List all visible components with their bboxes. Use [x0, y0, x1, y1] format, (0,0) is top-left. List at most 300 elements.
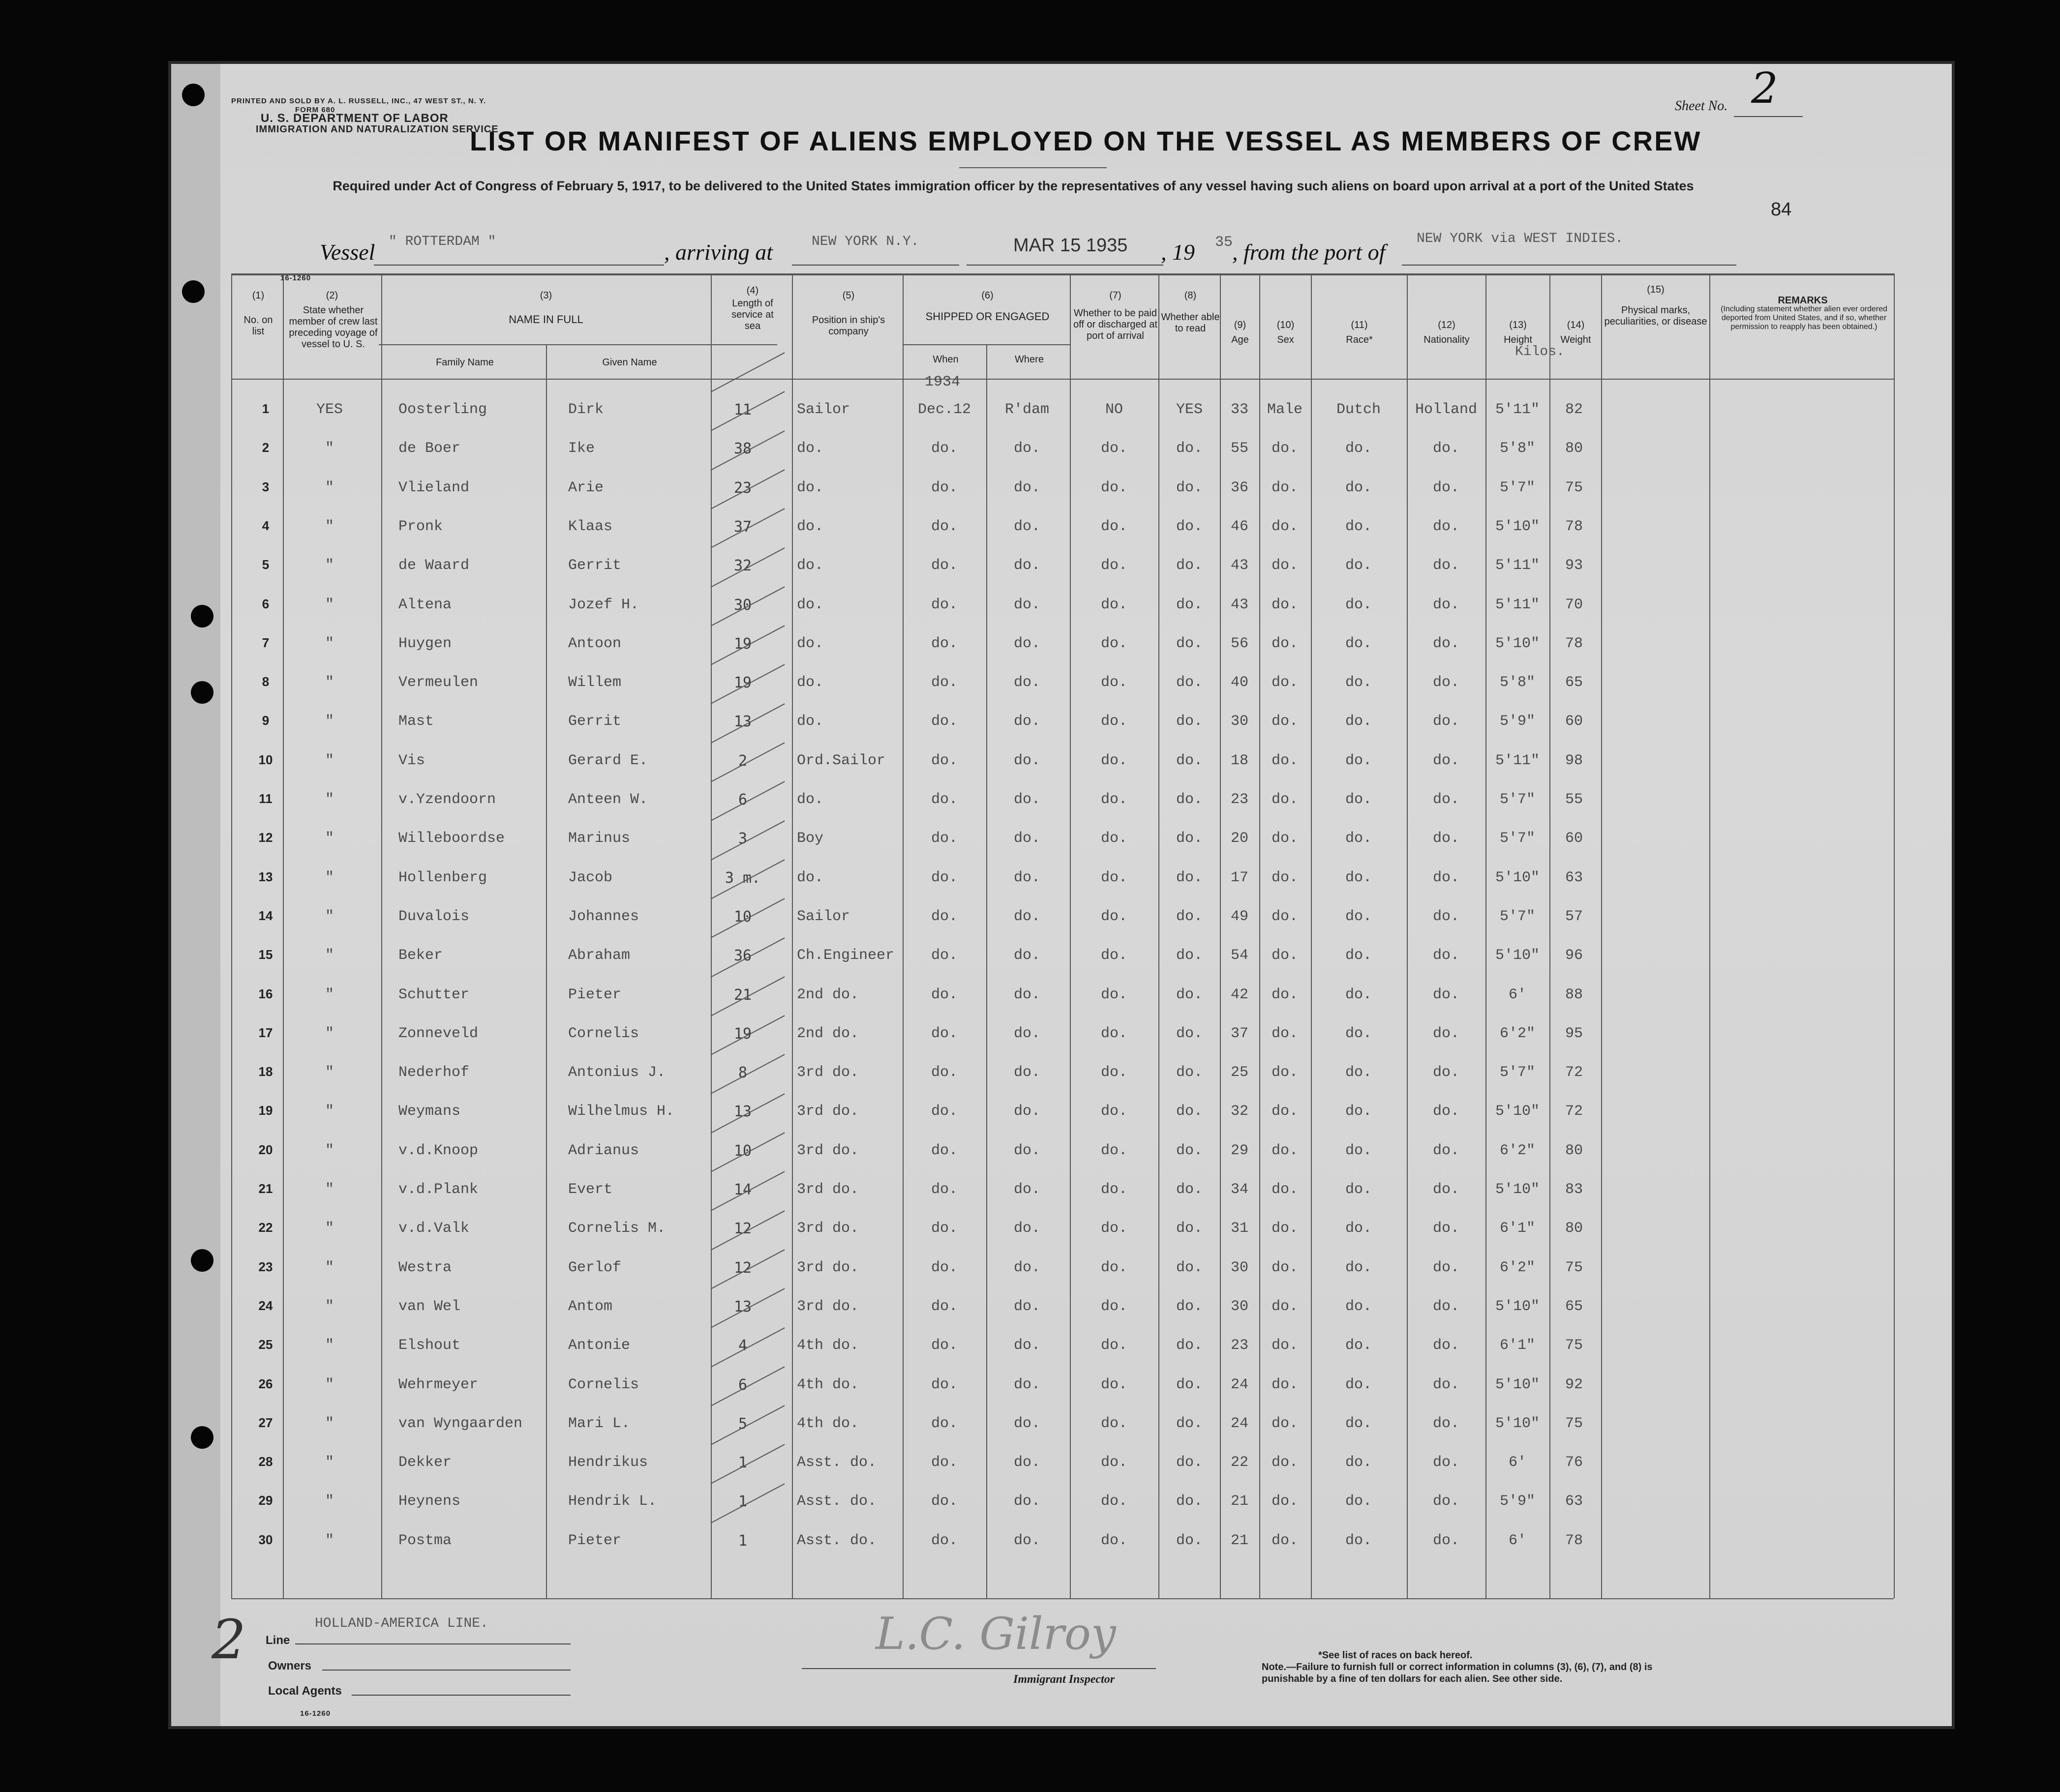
previous-voyage: ": [325, 518, 334, 535]
weight: 80: [1565, 440, 1583, 457]
previous-voyage: ": [325, 1376, 334, 1393]
nationality: do.: [1432, 1103, 1460, 1120]
shipped-when: do.: [931, 1181, 958, 1198]
height: 5'11": [1495, 752, 1540, 769]
family-name: Mast: [398, 713, 434, 730]
nationality: do.: [1432, 1376, 1460, 1393]
penalty-note: Note.—Failure to furnish full or correct information in columns (3), (6), (7), and (8) is punishable by a fine of ten dollars for each alien. See other side.: [1262, 1662, 1653, 1684]
line-value: HOLLAND-AMERICA LINE.: [315, 1616, 488, 1631]
remarks-detail: (Including statement whether alien ever ordered deported from United States, and if so, whether permission to reapply has been obtained.): [1721, 305, 1887, 331]
col9-number: (9): [1234, 320, 1246, 330]
height: 5'11": [1495, 557, 1540, 574]
given-name: Evert: [568, 1181, 613, 1198]
paid-off: do.: [1100, 947, 1128, 964]
shipped-where: do.: [1013, 1259, 1041, 1276]
position: Asst. do.: [797, 1454, 877, 1471]
shipped-where: do.: [1013, 1454, 1041, 1471]
weight: 63: [1565, 869, 1583, 886]
position: do.: [797, 635, 824, 652]
previous-voyage: ": [325, 557, 334, 574]
shipped-year: 1934: [925, 374, 961, 390]
weight: 92: [1565, 1376, 1583, 1393]
given-name: Jozef H.: [568, 596, 639, 613]
able-to-read: do.: [1176, 1220, 1203, 1237]
shipped-where: do.: [1013, 830, 1041, 847]
position: 3rd do.: [797, 1181, 859, 1198]
position: 4th do.: [797, 1337, 859, 1354]
position: Ord.Sailor: [797, 752, 886, 769]
col1-number: (1): [252, 290, 265, 301]
title-rule: [959, 167, 1107, 168]
position: Sailor: [797, 401, 850, 418]
paid-off: NO: [1105, 401, 1123, 418]
position: 3rd do.: [797, 1142, 859, 1159]
previous-voyage: ": [325, 1415, 334, 1432]
able-to-read: do.: [1176, 1337, 1203, 1354]
row-number: 17: [258, 1025, 273, 1040]
family-name: v.d.Knoop: [398, 1142, 479, 1159]
page-number: 84: [1771, 199, 1792, 220]
race: do.: [1345, 1025, 1372, 1042]
sex: do.: [1271, 908, 1299, 925]
able-to-read: do.: [1176, 752, 1203, 769]
sex: do.: [1271, 635, 1299, 652]
given-name: Jacob: [568, 869, 613, 886]
age: 18: [1230, 752, 1249, 769]
weight: 57: [1565, 908, 1583, 925]
row-number: 10: [258, 752, 273, 767]
col3-label: NAME IN FULL: [509, 313, 583, 326]
position: 3rd do.: [797, 1298, 859, 1315]
height: 5'7": [1499, 908, 1536, 925]
col2-label: State whether member of crew last preceding voyage of vessel to U. S.: [289, 305, 378, 350]
paid-off: do.: [1100, 908, 1128, 925]
age: 29: [1230, 1142, 1249, 1159]
sex: do.: [1271, 752, 1299, 769]
row-number: 3: [262, 479, 270, 494]
race: do.: [1345, 1142, 1372, 1159]
family-name: Duvalois: [398, 908, 470, 925]
previous-voyage: ": [325, 1454, 334, 1471]
col-divider: [546, 344, 547, 1598]
family-name: Dekker: [398, 1454, 452, 1471]
date-field-line: [967, 265, 1163, 266]
length-of-service: 4: [738, 1337, 748, 1355]
previous-voyage: ": [325, 986, 334, 1003]
paid-off: do.: [1100, 557, 1128, 574]
paid-off: do.: [1100, 1259, 1128, 1276]
race: do.: [1345, 908, 1372, 925]
col12-label: Nationality: [1424, 334, 1470, 345]
nationality: do.: [1432, 635, 1460, 652]
paid-off: do.: [1100, 596, 1128, 613]
race: do.: [1345, 1259, 1372, 1276]
binding-strip: [171, 64, 220, 1726]
col6-where-label: Where: [1015, 354, 1044, 365]
shipped-where: do.: [1013, 1220, 1041, 1237]
age: 49: [1230, 908, 1249, 925]
family-name: Heynens: [398, 1493, 461, 1510]
sex: do.: [1271, 596, 1299, 613]
position: 2nd do.: [797, 1025, 859, 1042]
col15-label: Physical marks, peculiarities, or disease: [1604, 305, 1707, 327]
table-header-bottom-rule: [231, 379, 1894, 380]
paid-off: do.: [1100, 1337, 1128, 1354]
nationality: do.: [1432, 596, 1460, 613]
arriving-field-line: [792, 265, 959, 266]
col11-label: Race*: [1346, 334, 1373, 345]
family-name: de Boer: [398, 440, 461, 457]
length-of-service: 6: [738, 791, 748, 808]
shipped-when: Dec.12: [917, 401, 971, 418]
position: 3rd do.: [797, 1259, 859, 1276]
shipped-where: do.: [1013, 1298, 1041, 1315]
paid-off: do.: [1100, 1376, 1128, 1393]
col4-label: Length of service at sea: [731, 298, 774, 331]
paid-off: do.: [1100, 713, 1128, 730]
previous-voyage: ": [325, 1298, 334, 1315]
sex: do.: [1271, 1064, 1299, 1081]
able-to-read: do.: [1176, 557, 1203, 574]
shipped-when: do.: [931, 557, 958, 574]
age: 30: [1230, 713, 1249, 730]
shipped-where: do.: [1013, 440, 1041, 457]
age: 30: [1230, 1298, 1249, 1315]
race: do.: [1345, 479, 1372, 496]
length-of-service: 3 m.: [725, 869, 761, 887]
length-of-service: 1: [738, 1532, 748, 1550]
given-name: Hendrikus: [568, 1454, 648, 1471]
height: 5'8": [1499, 440, 1536, 457]
age: 22: [1230, 1454, 1249, 1471]
previous-voyage: ": [325, 1532, 334, 1549]
shipped-where: do.: [1013, 1376, 1041, 1393]
able-to-read: do.: [1176, 1454, 1203, 1471]
given-name: Gerlof: [568, 1259, 622, 1276]
col8-label: Whether able to read: [1161, 312, 1220, 334]
shipped-when: do.: [931, 830, 958, 847]
shipped-where: do.: [1013, 752, 1041, 769]
position: Ch.Engineer: [797, 947, 895, 964]
inspector-label: Immigrant Inspector: [1013, 1673, 1115, 1686]
family-name: Oosterling: [398, 401, 487, 418]
given-name: Wilhelmus H.: [568, 1103, 675, 1120]
col-divider: [1070, 273, 1071, 1598]
family-name: Wehrmeyer: [398, 1376, 479, 1393]
length-of-service: 1: [738, 1454, 748, 1472]
weight: 70: [1565, 596, 1583, 613]
race: do.: [1345, 440, 1372, 457]
nationality: do.: [1432, 557, 1460, 574]
given-name: Abraham: [568, 947, 631, 964]
row-number: 27: [258, 1415, 273, 1430]
given-name: Hendrik L.: [568, 1493, 657, 1510]
age: 24: [1230, 1415, 1249, 1432]
able-to-read: do.: [1176, 1142, 1203, 1159]
sex: do.: [1271, 674, 1299, 691]
height: 5'7": [1499, 479, 1536, 496]
height: 5'10": [1495, 635, 1540, 652]
col3-family-label: Family Name: [436, 357, 494, 368]
row-number: 24: [258, 1298, 273, 1313]
row-number: 22: [258, 1220, 273, 1235]
given-name: Antonius J.: [568, 1064, 666, 1081]
weight: 72: [1565, 1103, 1583, 1120]
nationality: do.: [1432, 518, 1460, 535]
length-of-service: 38: [733, 440, 752, 458]
row-number: 15: [258, 947, 273, 962]
given-name: Cornelis M.: [568, 1220, 666, 1237]
race: do.: [1345, 1220, 1372, 1237]
age: 37: [1230, 1025, 1249, 1042]
row-number: 25: [258, 1337, 273, 1352]
weight: 76: [1565, 1454, 1583, 1471]
length-of-service: 14: [733, 1181, 752, 1198]
shipped-when: do.: [931, 674, 958, 691]
row-number: 9: [262, 713, 270, 728]
row-number: 19: [258, 1103, 273, 1118]
shipped-when: do.: [931, 869, 958, 886]
col9-label: Age: [1231, 334, 1249, 345]
row-number: 5: [262, 557, 270, 572]
able-to-read: do.: [1176, 1064, 1203, 1081]
shipped-when: do.: [931, 1064, 958, 1081]
shipped-where: do.: [1013, 596, 1041, 613]
previous-voyage: ": [325, 869, 334, 886]
able-to-read: do.: [1176, 479, 1203, 496]
nationality: do.: [1432, 1025, 1460, 1042]
row-number: 6: [262, 596, 270, 611]
height: 5'9": [1499, 1493, 1536, 1510]
weight: 80: [1565, 1220, 1583, 1237]
age: 25: [1230, 1064, 1249, 1081]
col2-number: (2): [326, 290, 338, 301]
given-name: Ike: [568, 440, 595, 457]
nationality: do.: [1432, 674, 1460, 691]
sex: do.: [1271, 1454, 1299, 1471]
col-divider: [1158, 273, 1159, 1598]
paid-off: do.: [1100, 635, 1128, 652]
length-of-service: 37: [733, 518, 752, 536]
able-to-read: do.: [1176, 713, 1203, 730]
age: 42: [1230, 986, 1249, 1003]
race: do.: [1345, 830, 1372, 847]
sex: do.: [1271, 1259, 1299, 1276]
arriving-place: NEW YORK N.Y.: [812, 234, 919, 249]
height: 5'10": [1495, 869, 1540, 886]
shipped-where: do.: [1013, 1064, 1041, 1081]
table-top-rule: [231, 273, 1894, 275]
position: do.: [797, 518, 824, 535]
race: do.: [1345, 635, 1372, 652]
col-divider: [903, 273, 904, 1598]
height: 5'10": [1495, 518, 1540, 535]
shipped-when: do.: [931, 1454, 958, 1471]
weight: 78: [1565, 1532, 1583, 1549]
row-number: 8: [262, 674, 270, 689]
weight: 55: [1565, 791, 1583, 808]
col-divider: [1549, 273, 1550, 1598]
height: 5'10": [1495, 1298, 1540, 1315]
sex: do.: [1271, 479, 1299, 496]
able-to-read: do.: [1176, 791, 1203, 808]
col6-when-label: When: [933, 354, 959, 365]
length-of-service: 23: [733, 479, 752, 497]
paid-off: do.: [1100, 1493, 1128, 1510]
position: 3rd do.: [797, 1103, 859, 1120]
row-number: 13: [258, 869, 273, 884]
race: do.: [1345, 1103, 1372, 1120]
nationality: do.: [1432, 908, 1460, 925]
position: do.: [797, 557, 824, 574]
race: do.: [1345, 1493, 1372, 1510]
previous-voyage: ": [325, 440, 334, 457]
shipped-when: do.: [931, 1337, 958, 1354]
weight-unit: Kilos.: [1515, 344, 1565, 359]
weight: 96: [1565, 947, 1583, 964]
shipped-when: do.: [931, 596, 958, 613]
page-title: LIST OR MANIFEST OF ALIENS EMPLOYED ON THE VESSEL AS MEMBERS OF CREW: [470, 125, 1702, 156]
weight: 78: [1565, 635, 1583, 652]
vessel-name: " ROTTERDAM ": [389, 234, 496, 249]
position: do.: [797, 674, 824, 691]
able-to-read: do.: [1176, 1376, 1203, 1393]
binding-hole: [191, 605, 213, 627]
previous-voyage: YES: [316, 401, 343, 418]
local-agents-label: Local Agents: [268, 1684, 342, 1698]
paid-off: do.: [1100, 1415, 1128, 1432]
height: 5'9": [1499, 713, 1536, 730]
paid-off: do.: [1100, 986, 1128, 1003]
race: do.: [1345, 869, 1372, 886]
able-to-read: do.: [1176, 1415, 1203, 1432]
col6-number: (6): [981, 290, 994, 301]
family-name: Hollenberg: [398, 869, 487, 886]
row-number: 23: [258, 1259, 273, 1274]
race: do.: [1345, 713, 1372, 730]
length-of-service: 13: [733, 1298, 752, 1315]
previous-voyage: ": [325, 1220, 334, 1237]
col-divider: [986, 344, 987, 1598]
position: do.: [797, 440, 824, 457]
shipped-where: do.: [1013, 791, 1041, 808]
nationality: do.: [1432, 713, 1460, 730]
row-number: 2: [262, 440, 270, 455]
family-name: Weymans: [398, 1103, 461, 1120]
able-to-read: do.: [1176, 1259, 1203, 1276]
able-to-read: do.: [1176, 1532, 1203, 1549]
height: 6': [1508, 1532, 1527, 1549]
agents-field-line: [352, 1695, 571, 1696]
paid-off: do.: [1100, 518, 1128, 535]
weight: 60: [1565, 713, 1583, 730]
race: do.: [1345, 557, 1372, 574]
shipped-where: do.: [1013, 518, 1041, 535]
age: 54: [1230, 947, 1249, 964]
weight: 60: [1565, 830, 1583, 847]
sheet-number-line: [1734, 116, 1803, 117]
col4-number: (4): [746, 285, 759, 296]
given-name: Johannes: [568, 908, 639, 925]
race: do.: [1345, 947, 1372, 964]
race: do.: [1345, 1064, 1372, 1081]
col12-number: (12): [1438, 320, 1455, 330]
age: 34: [1230, 1181, 1249, 1198]
position: 2nd do.: [797, 986, 859, 1003]
shipped-when: do.: [931, 440, 958, 457]
able-to-read: do.: [1176, 1493, 1203, 1510]
previous-voyage: ": [325, 635, 334, 652]
previous-voyage: ": [325, 1181, 334, 1198]
length-of-service: 19: [733, 635, 752, 653]
family-name: Willeboordse: [398, 830, 505, 847]
sex: do.: [1271, 1142, 1299, 1159]
length-of-service: 19: [733, 1025, 752, 1043]
sex: do.: [1271, 1220, 1299, 1237]
nationality: do.: [1432, 1337, 1460, 1354]
binding-hole: [191, 1249, 213, 1272]
height: 6'2": [1499, 1025, 1536, 1042]
race: do.: [1345, 1376, 1372, 1393]
length-of-service: 10: [733, 1142, 752, 1160]
age: 36: [1230, 479, 1249, 496]
shipped-where: do.: [1013, 1025, 1041, 1042]
age: 31: [1230, 1220, 1249, 1237]
row-number: 20: [258, 1142, 273, 1157]
weight: 95: [1565, 1025, 1583, 1042]
weight: 82: [1565, 401, 1583, 418]
col3-number: (3): [540, 290, 552, 301]
race: do.: [1345, 1181, 1372, 1198]
previous-voyage: ": [325, 1064, 334, 1081]
nationality: do.: [1432, 1493, 1460, 1510]
family-name: Altena: [398, 596, 452, 613]
nationality: do.: [1432, 986, 1460, 1003]
able-to-read: do.: [1176, 986, 1203, 1003]
previous-voyage: ": [325, 791, 334, 808]
col13-number: (13): [1509, 320, 1527, 330]
paid-off: do.: [1100, 1064, 1128, 1081]
position: 4th do.: [797, 1415, 859, 1432]
given-name: Cornelis: [568, 1376, 639, 1393]
position: Sailor: [797, 908, 850, 925]
nationality: do.: [1432, 947, 1460, 964]
height: 5'8": [1499, 674, 1536, 691]
age: 21: [1230, 1493, 1249, 1510]
family-name: Schutter: [398, 986, 470, 1003]
length-of-service: 5: [738, 1415, 748, 1433]
weight: 75: [1565, 1337, 1583, 1354]
paid-off: do.: [1100, 440, 1128, 457]
shipped-where: do.: [1013, 557, 1041, 574]
sex: do.: [1271, 791, 1299, 808]
nationality: do.: [1432, 869, 1460, 886]
col-divider: [231, 273, 232, 1598]
race: do.: [1345, 1532, 1372, 1549]
able-to-read: do.: [1176, 1181, 1203, 1198]
able-to-read: do.: [1176, 440, 1203, 457]
shipped-where: do.: [1013, 869, 1041, 886]
length-of-service: 11: [733, 401, 752, 418]
col-divider: [1601, 273, 1602, 1598]
length-of-service: 8: [738, 1064, 748, 1082]
weight: 63: [1565, 1493, 1583, 1510]
given-name: Cornelis: [568, 1025, 639, 1042]
race: do.: [1345, 752, 1372, 769]
shipped-when: do.: [931, 1142, 958, 1159]
col10-number: (10): [1276, 320, 1295, 330]
signature-line: [802, 1668, 1156, 1669]
